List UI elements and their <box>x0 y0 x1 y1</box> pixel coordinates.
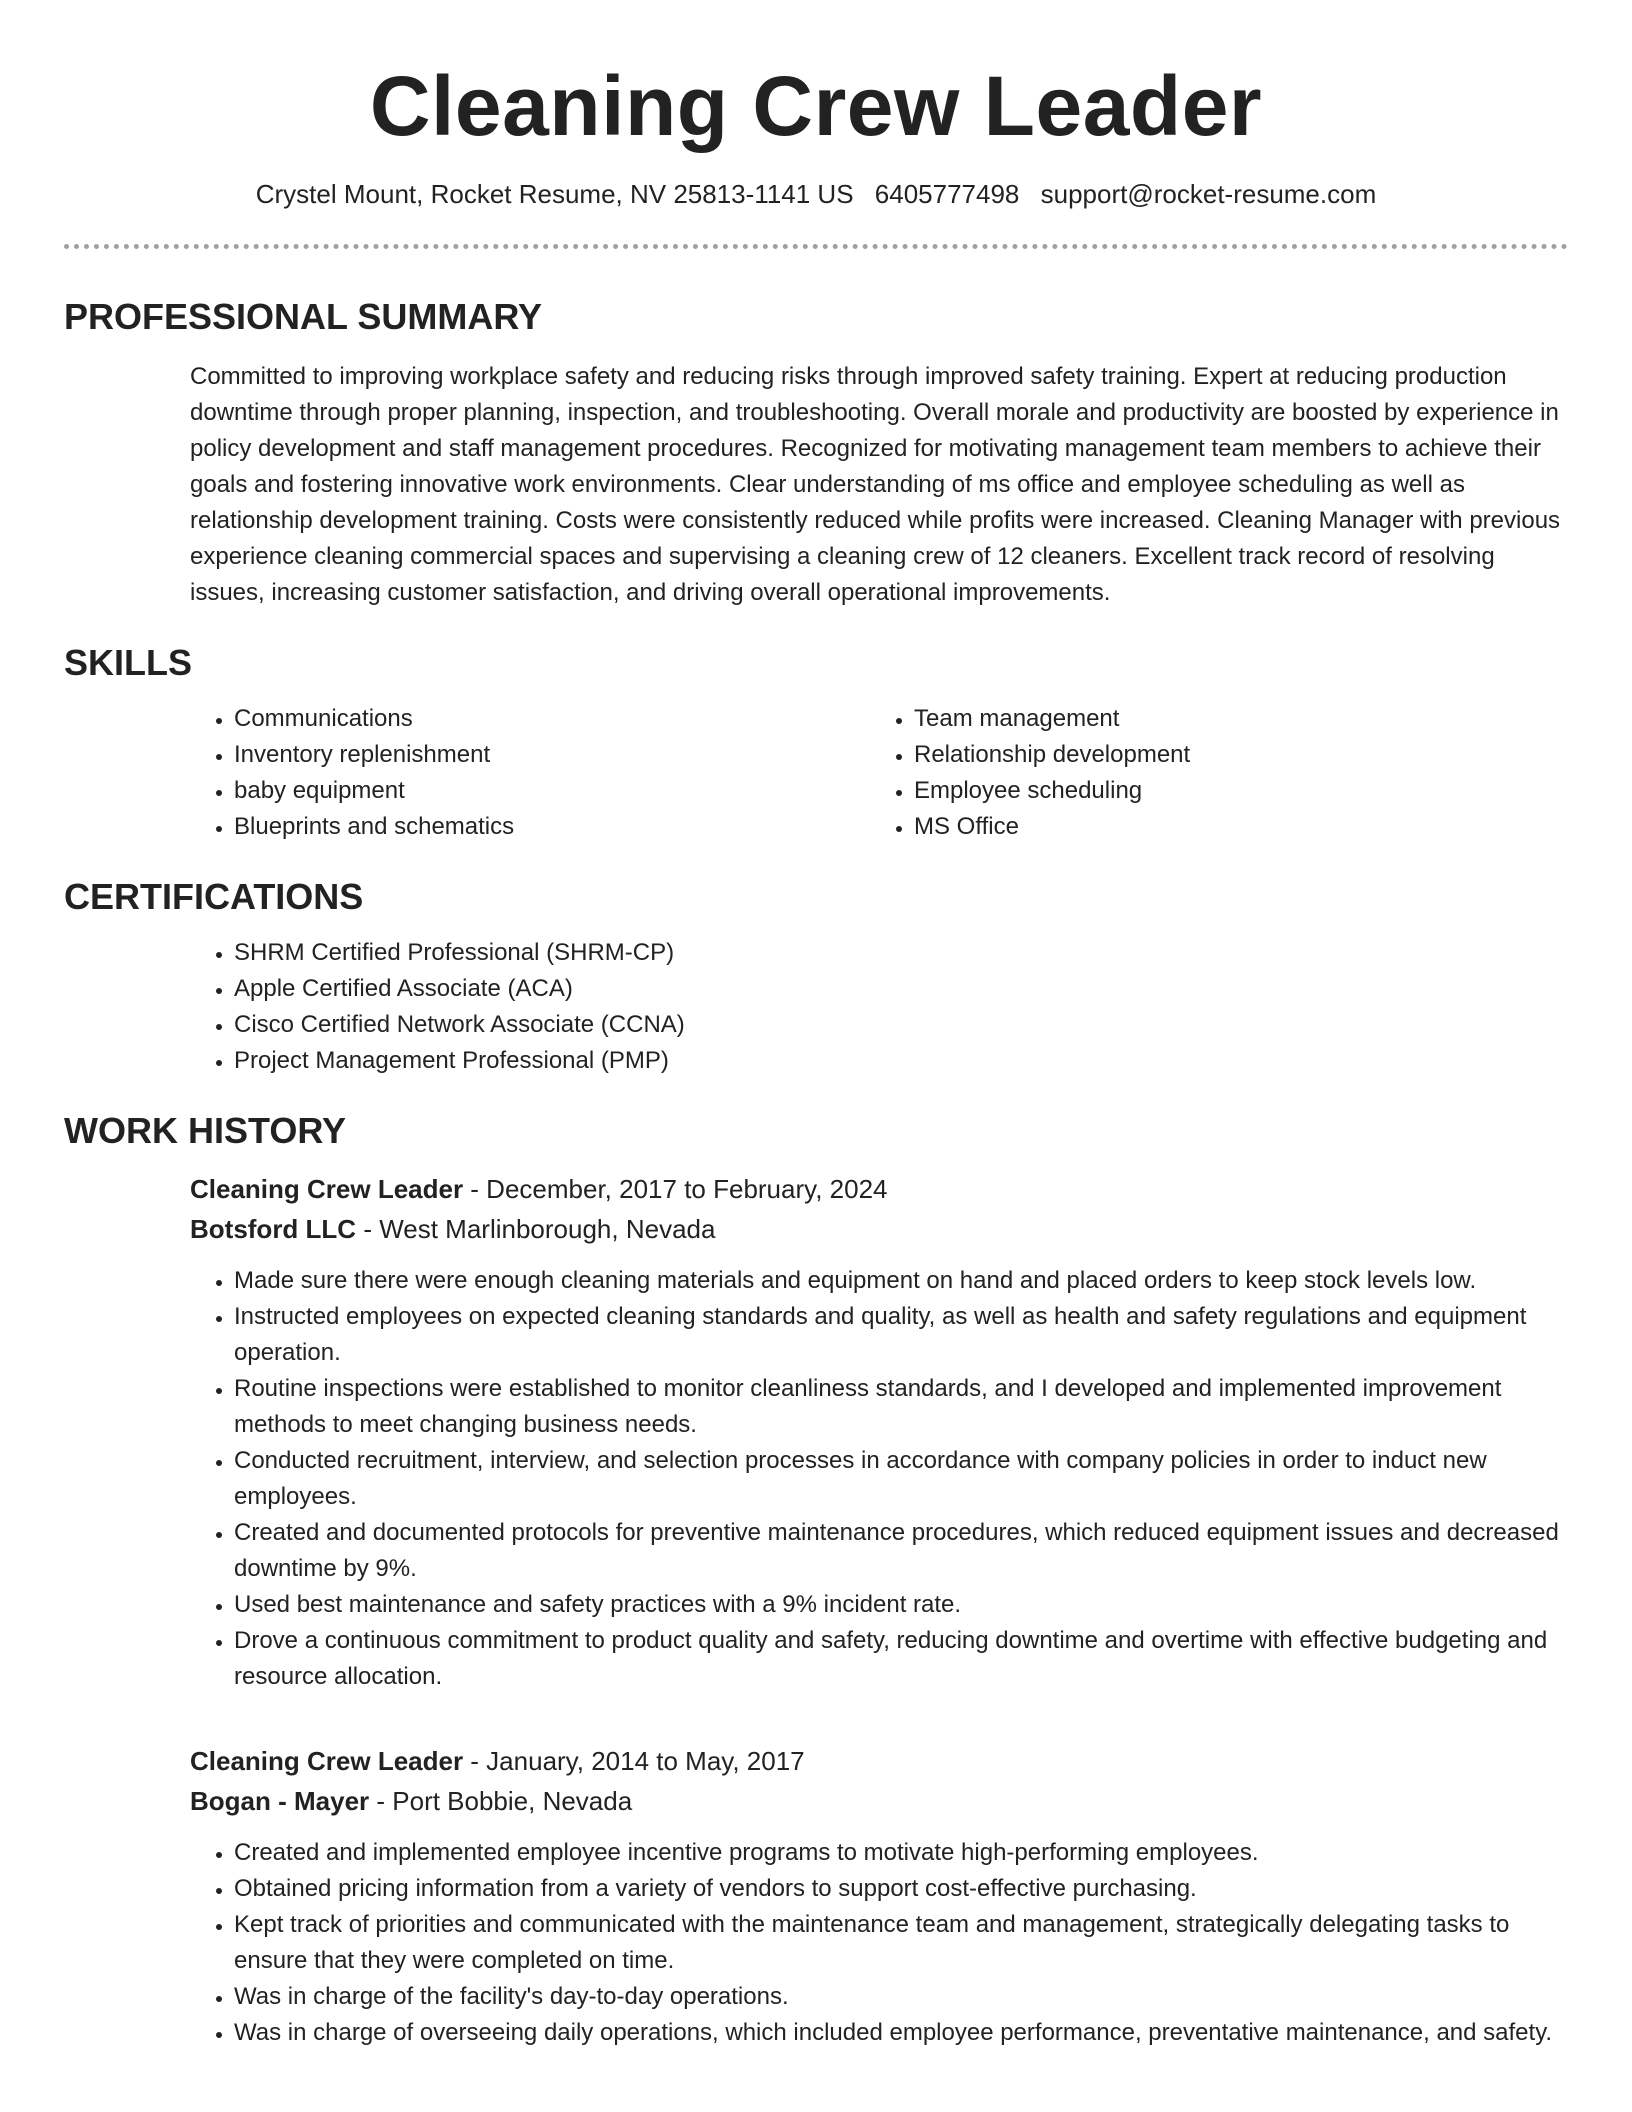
resume-title: Cleaning Crew Leader <box>369 59 1263 153</box>
job-bullet: • Obtained pricing information from a variety of vendors to support cost-effective purchasing. <box>234 1871 1568 1907</box>
job-bullet: • Was in charge of the facility's day-to-day operations. <box>234 1979 1568 2015</box>
job-bullets <box>190 1835 1568 2051</box>
job-bullet: • Kept track of priorities and communicated with the maintenance team and management, strategically delegating tasks to ensure that they were completed on time. <box>234 1907 1568 1979</box>
job-bullet: • Created and implemented employee incentive programs to motivate high-performing employees. <box>234 1835 1568 1871</box>
job-entry <box>190 1741 1568 2051</box>
skill-item: • Inventory replenishment <box>234 737 870 773</box>
job-location: - Port Bobbie, Nevada <box>369 1786 633 1816</box>
skills-column-left <box>190 701 870 845</box>
contact-email: support@rocket-resume.com <box>1040 179 1377 209</box>
job-company-line <box>190 1209 1568 1249</box>
header-divider <box>64 244 1568 249</box>
contact-phone: 6405777498 <box>874 179 1020 209</box>
job-bullet: • Conducted recruitment, interview, and selection processes in accordance with company policies in order to induct new employees. <box>234 1443 1568 1515</box>
skill-item: • Communications <box>234 701 870 737</box>
skill-item: • Employee scheduling <box>914 773 1550 809</box>
certification-item: • Cisco Certified Network Associate (CCNA) <box>234 1007 1568 1043</box>
skills-column-right <box>870 701 1550 845</box>
certification-item: • Apple Certified Associate (ACA) <box>234 971 1568 1007</box>
section-title-work-history: WORK HISTORY <box>64 1110 347 1151</box>
job-company: Bogan - Mayer <box>190 1786 370 1816</box>
job-bullets <box>190 1263 1568 1695</box>
job-bullet: • Routine inspections were established to monitor cleanliness standards, and I developed and implemented improvement methods to meet changing business needs. <box>234 1371 1568 1443</box>
resume-page <box>64 0 1568 2051</box>
job-title-line <box>190 1169 1568 1209</box>
job-bullet: • Used best maintenance and safety practices with a 9% incident rate. <box>234 1587 1568 1623</box>
job-dates: - December, 2017 to February, 2024 <box>463 1174 888 1204</box>
job-bullet: • Drove a continuous commitment to product quality and safety, reducing downtime and overtime with effective budgeting and resource allocation. <box>234 1623 1568 1695</box>
job-company: Botsford LLC <box>190 1214 357 1244</box>
section-title-summary: PROFESSIONAL SUMMARY <box>64 296 543 337</box>
job-bullet: • Instructed employees on expected cleaning standards and quality, as well as health and safety regulations and equipment operation. <box>234 1299 1568 1371</box>
job-bullet: • Was in charge of overseeing daily operations, which included employee performance, preventative maintenance, and safety. <box>234 2015 1568 2051</box>
job-role: Cleaning Crew Leader <box>190 1174 464 1204</box>
job-bullet: • Made sure there were enough cleaning materials and equipment on hand and placed orders to keep stock levels low. <box>234 1263 1568 1299</box>
skills-list <box>190 701 1568 845</box>
skill-item: • MS Office <box>914 809 1550 845</box>
certifications-list <box>190 935 1568 1079</box>
skill-item: • Blueprints and schematics <box>234 809 870 845</box>
job-location: - West Marlinborough, Nevada <box>356 1214 716 1244</box>
job-bullet: • Created and documented protocols for preventive maintenance procedures, which reduced equipment issues and decreased downtime by 9%. <box>234 1515 1568 1587</box>
contact-line <box>64 176 1568 212</box>
job-entry <box>190 1169 1568 1695</box>
skill-item: • Relationship development <box>914 737 1550 773</box>
summary-text: Committed to improving workplace safety and reducing risks through improved safety training. Expert at reducing production downtime through proper planning, inspection, and troubleshooting. Overall morale and productivity are boosted by experience in policy development and staff management procedures. Recognized for motivating management team members to achieve their goals and fostering innovative work environments. Clear understanding of ms office and employee scheduling as well as relationship development training. Costs were consistently reduced while profits were increased. Cleaning Manager with previous experience cleaning commercial spaces and supervising a cleaning crew of 12 cleaners. Excellent track record of resolving issues, increasing customer satisfaction, and driving overall operational improvements. <box>190 363 1561 606</box>
contact-address: Crystel Mount, Rocket Resume, NV 25813-1141 US <box>255 179 854 209</box>
skill-item: • Team management <box>914 701 1550 737</box>
section-title-skills: SKILLS <box>64 642 193 683</box>
certification-item: • SHRM Certified Professional (SHRM-CP) <box>234 935 1568 971</box>
job-dates: - January, 2014 to May, 2017 <box>463 1746 805 1776</box>
job-company-line <box>190 1781 1568 1821</box>
job-role: Cleaning Crew Leader <box>190 1746 464 1776</box>
job-title-line <box>190 1741 1568 1781</box>
skill-item: • baby equipment <box>234 773 870 809</box>
section-title-certifications: CERTIFICATIONS <box>64 876 364 917</box>
certification-item: • Project Management Professional (PMP) <box>234 1043 1568 1079</box>
